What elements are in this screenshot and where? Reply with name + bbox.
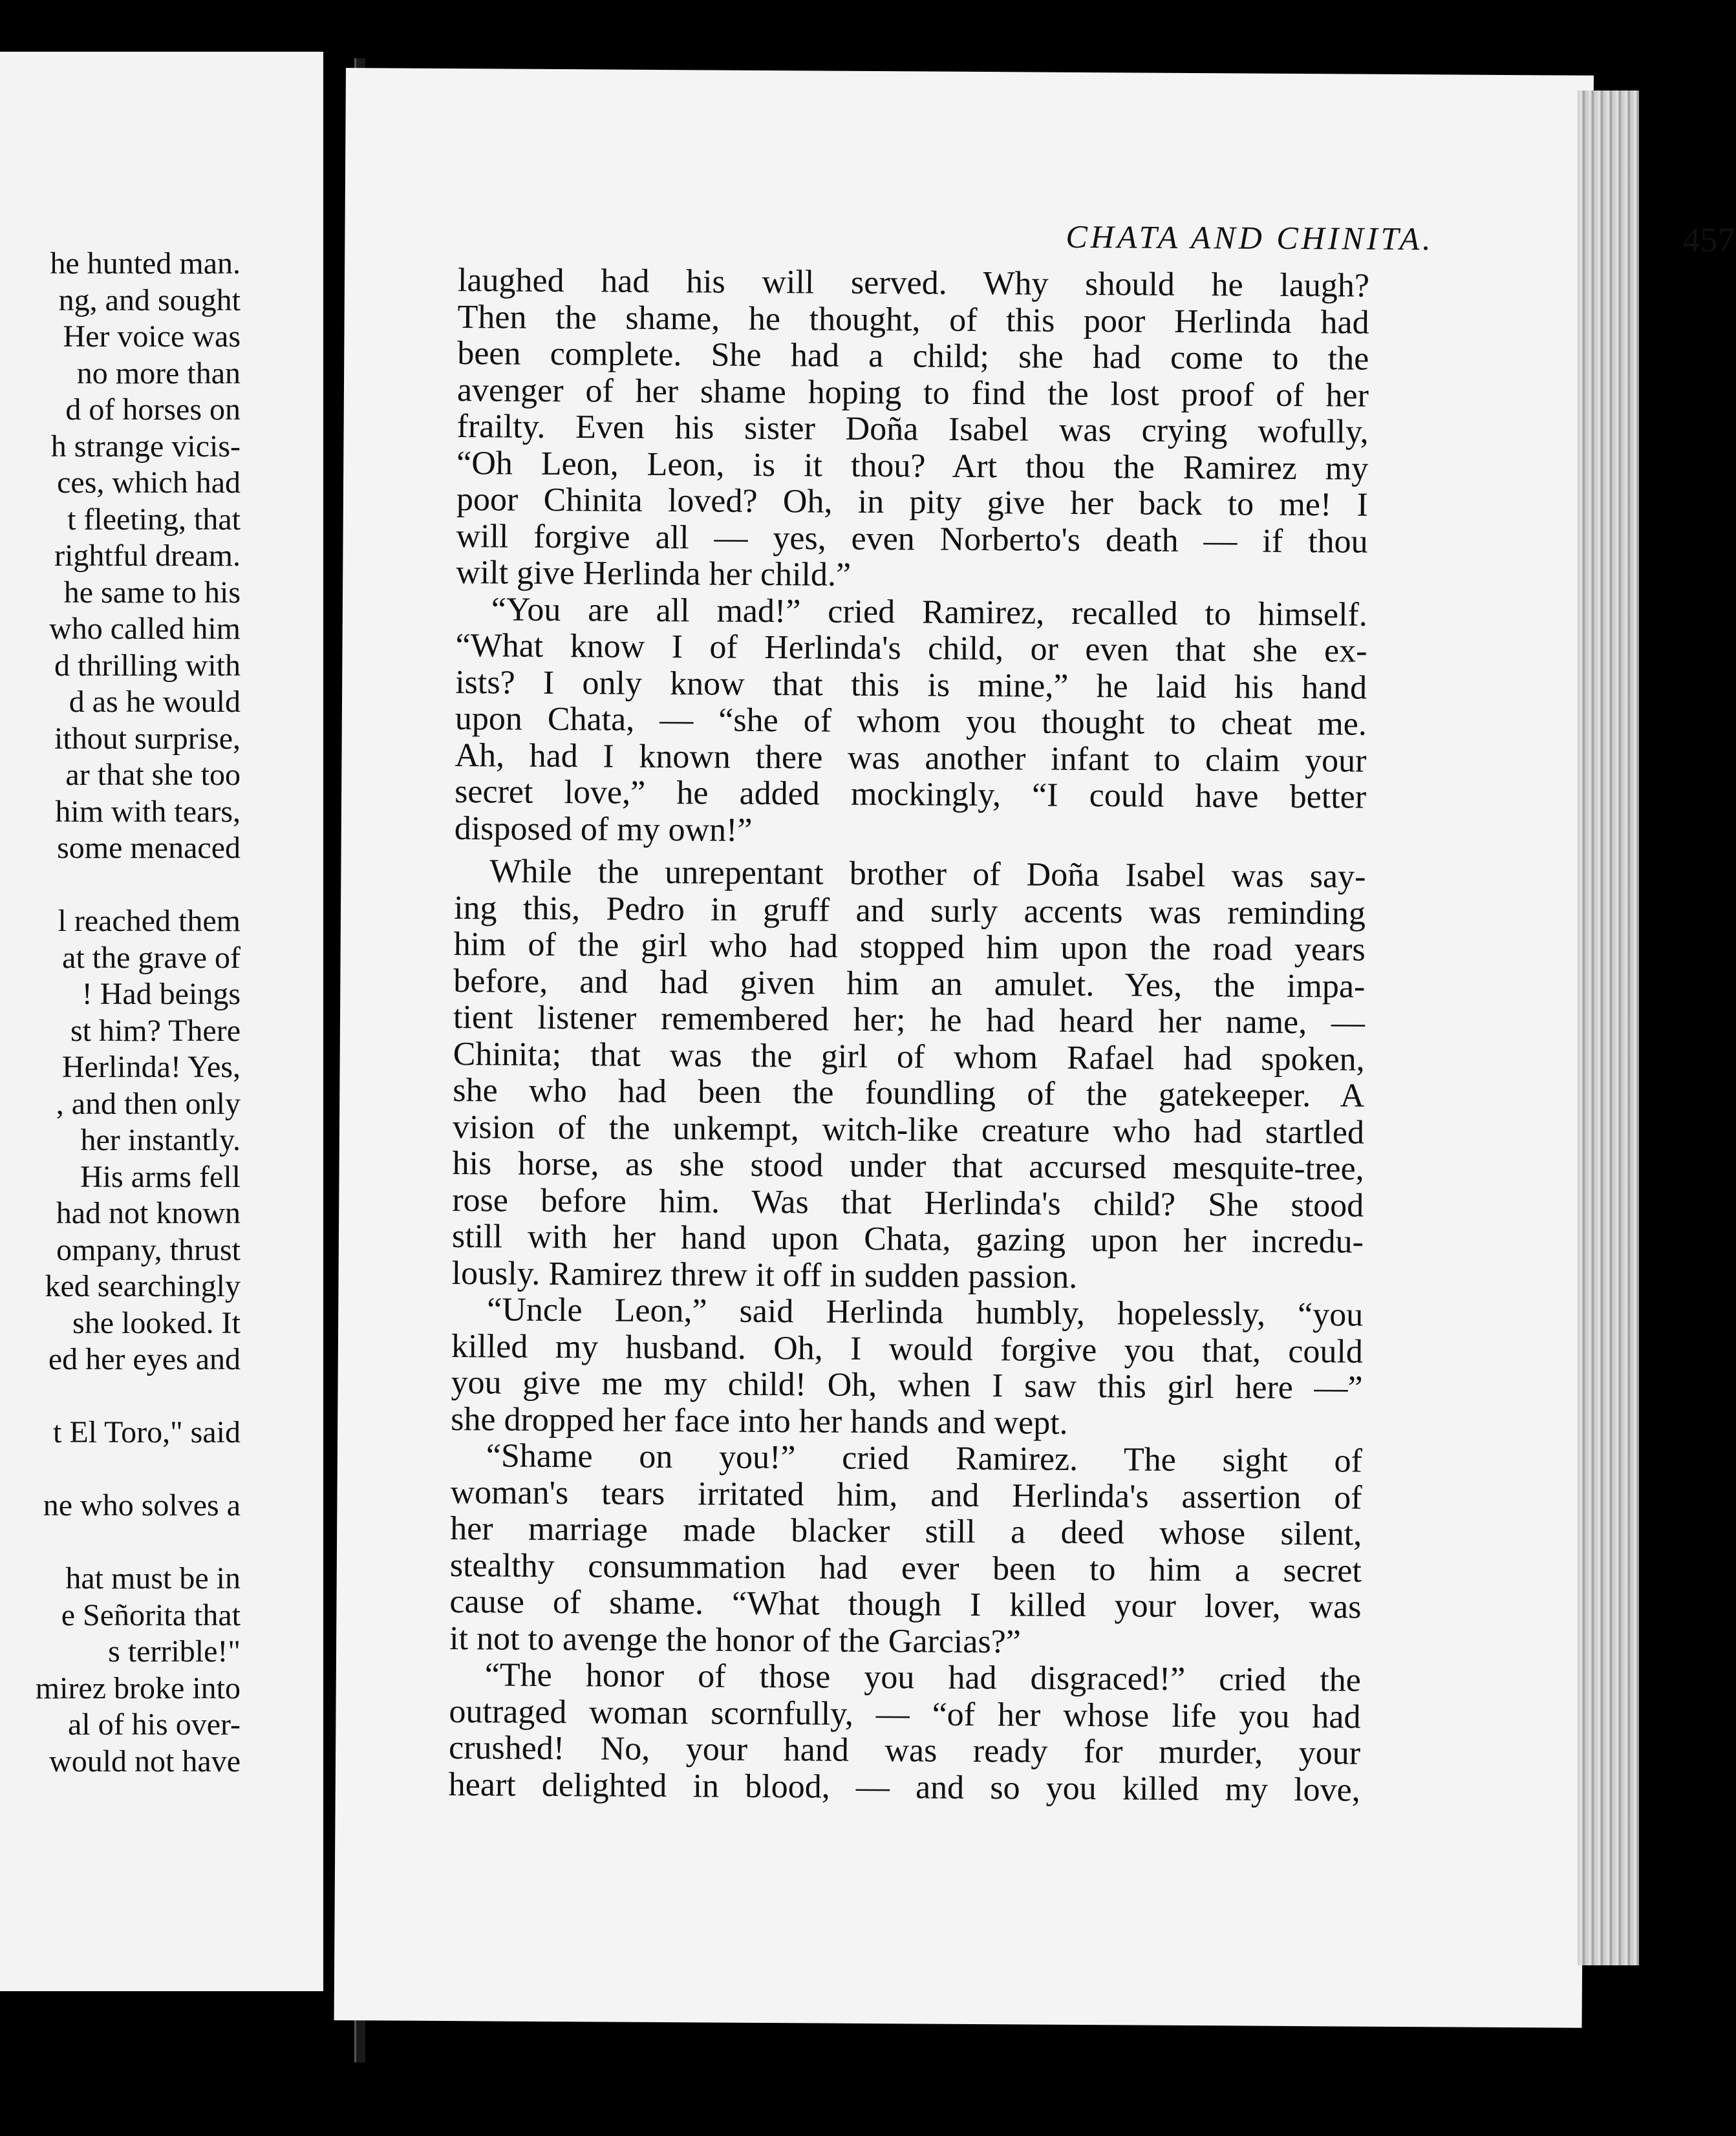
text-line: “Oh Leon, Leon, is it thou? Art thou the Ramirez my [456, 444, 1369, 487]
body-text [449, 262, 1370, 1809]
text-line: Then the shame, he thought, of this poor Herlinda had [457, 298, 1369, 341]
text-line: “What know I of Herlinda's child, or even that she ex- [455, 627, 1367, 670]
left-page-line: Her voice was [63, 319, 241, 354]
text-line: “Uncle Leon,” said Herlinda humbly, hopelessly, “you [487, 1291, 1364, 1334]
left-page-line: t fleeting, that [67, 502, 241, 537]
text-line: heart delighted in blood, — and so you killed my love, [448, 1766, 1360, 1809]
left-page-line: d thrilling with [54, 648, 241, 683]
text-line: rose before him. Was that Herlinda's child? She stood [452, 1181, 1364, 1224]
text-line: before, and had given him an amulet. Yes, the impa- [453, 962, 1366, 1005]
left-page-line: some menaced [57, 831, 241, 865]
text-line: she dropped her face into her hands and wept. [451, 1400, 1068, 1442]
left-page-line: he same to his [63, 575, 241, 610]
page-edges [1578, 91, 1639, 1965]
text-line: “Shame on you!” cried Ramirez. The sight of [486, 1437, 1363, 1480]
left-page-line: , and then only [56, 1086, 241, 1121]
left-page-line [0, 867, 241, 904]
text-line: vision of the unkempt, witch-like creature who had startled [452, 1108, 1365, 1151]
left-page-text [0, 246, 241, 1780]
text-line: Chinita; that was the girl of whom Rafael had spoken, [453, 1035, 1365, 1078]
text-line: lously. Ramirez threw it off in sudden passion. [451, 1254, 1078, 1296]
left-page-line: ar that she too [65, 758, 241, 792]
left-page-line: she looked. It [72, 1305, 241, 1340]
text-line: Ah, had I known there was another infant to claim your [455, 736, 1367, 780]
text-line: him of the girl who had stopped him upon the road years [453, 926, 1366, 968]
page-number: 457 [1682, 220, 1735, 260]
left-page-line: d as he would [69, 685, 241, 719]
text-line: disposed of my own!” [454, 809, 753, 849]
text-line: killed my husband. Oh, I would forgive you that, could [451, 1327, 1364, 1371]
left-page [0, 52, 323, 1991]
left-page-line: ne who solves a [43, 1488, 241, 1522]
text-line: frailty. Even his sister Doña Isabel was crying wofully, [456, 408, 1369, 451]
text-line: “You are all mad!” cried Ramirez, recalled to himself. [491, 590, 1368, 634]
right-page [334, 68, 1735, 2028]
text-line: ists? I only know that this is mine,” he laid his hand [455, 663, 1367, 707]
text-line: stealthy consummation had ever been to him a secret [449, 1546, 1362, 1590]
text-line: it not to avenge the honor of the Garcias?” [449, 1619, 1021, 1660]
left-page-line: l reached them [58, 904, 241, 938]
left-page-line: no more than [76, 356, 241, 390]
running-title: CHATA AND CHINITA. [1066, 218, 1434, 257]
text-line: crushed! No, your hand was ready for murder, your [448, 1729, 1361, 1772]
left-page-line: ed her eyes and [48, 1342, 241, 1376]
text-line: upon Chata, — “she of whom you thought to cheat me. [455, 700, 1367, 743]
text-line: you give me my child! Oh, when I saw this girl here —” [451, 1364, 1363, 1407]
left-page-line: at the grave of [62, 940, 241, 975]
left-page-line: His arms fell [80, 1159, 241, 1194]
left-page-line: hat must be in [65, 1561, 241, 1596]
left-page-line: mirez broke into [35, 1671, 241, 1705]
text-line: While the unrepentant brother of Doña Isabel was say- [489, 853, 1366, 895]
text-line: her marriage made blacker still a deed whose silent, [450, 1510, 1362, 1553]
left-page-line: h strange vicis- [50, 429, 241, 464]
left-page-line: t El Toro," said [53, 1415, 241, 1449]
left-page-line: had not known [56, 1196, 241, 1230]
left-page-line: d of horses on [65, 392, 241, 427]
text-line: his horse, as she stood under that accursed mesquite-tree, [452, 1145, 1364, 1188]
left-page-line: s terrible!" [108, 1634, 241, 1669]
left-page-line: who called him [49, 612, 241, 646]
text-line: laughed had his will served. Why should he laugh? [457, 262, 1370, 304]
left-page-line: al of his over- [68, 1707, 241, 1742]
left-page-line: would not have [49, 1744, 241, 1778]
left-page-line: ng, and sought [58, 283, 241, 317]
text-line: avenger of her shame hoping to find the lost proof of her [456, 371, 1369, 414]
left-page-line: ces, which had [57, 465, 241, 500]
left-page-line: e Señorita that [61, 1597, 241, 1632]
text-line: wilt give Herlinda her child.” [456, 554, 852, 593]
left-page-line [0, 1378, 241, 1415]
text-line: poor Chinita loved? Oh, in pity give her back to me! I [456, 481, 1369, 524]
text-line: cause of shame. “What though I killed your lover, was [449, 1583, 1362, 1626]
left-page-line [0, 1524, 241, 1561]
text-line: still with her hand upon Chata, gazing upon her incredu- [451, 1218, 1364, 1261]
text-line: will forgive all — yes, even Norberto's death — if thou [456, 517, 1368, 561]
left-page-line: ithout surprise, [54, 721, 241, 756]
left-page-line: st him? There [70, 1013, 241, 1048]
text-line: been complete. She had a child; she had come to the [457, 335, 1369, 378]
left-page-line: her instantly. [80, 1123, 241, 1157]
text-line: woman's tears irritated him, and Herlinda's assertion of [450, 1473, 1362, 1517]
left-page-line: rightful dream. [54, 539, 241, 573]
text-line: she who had been the foundling of the gatekeeper. A [453, 1072, 1365, 1115]
left-page-line: ! Had beings [81, 977, 241, 1011]
text-line: “The honor of those you had disgraced!” cried the [484, 1656, 1361, 1699]
left-page-line: ked searchingly [45, 1269, 241, 1303]
left-page-line: Herlinda! Yes, [62, 1050, 241, 1084]
left-page-line [0, 1451, 241, 1488]
left-page-line: ompany, thrust [56, 1232, 241, 1267]
text-line: ing this, Pedro in gruff and surly accents was reminding [453, 889, 1366, 932]
text-line: outraged woman scornfully, — “of her whose life you had [449, 1693, 1361, 1736]
text-line: secret love,” he added mockingly, “I could have better [454, 773, 1367, 816]
left-page-line: him with tears, [55, 794, 241, 829]
left-page-line: he hunted man. [50, 246, 241, 281]
text-line: tient listener remembered her; he had heard her name, — [453, 999, 1366, 1041]
